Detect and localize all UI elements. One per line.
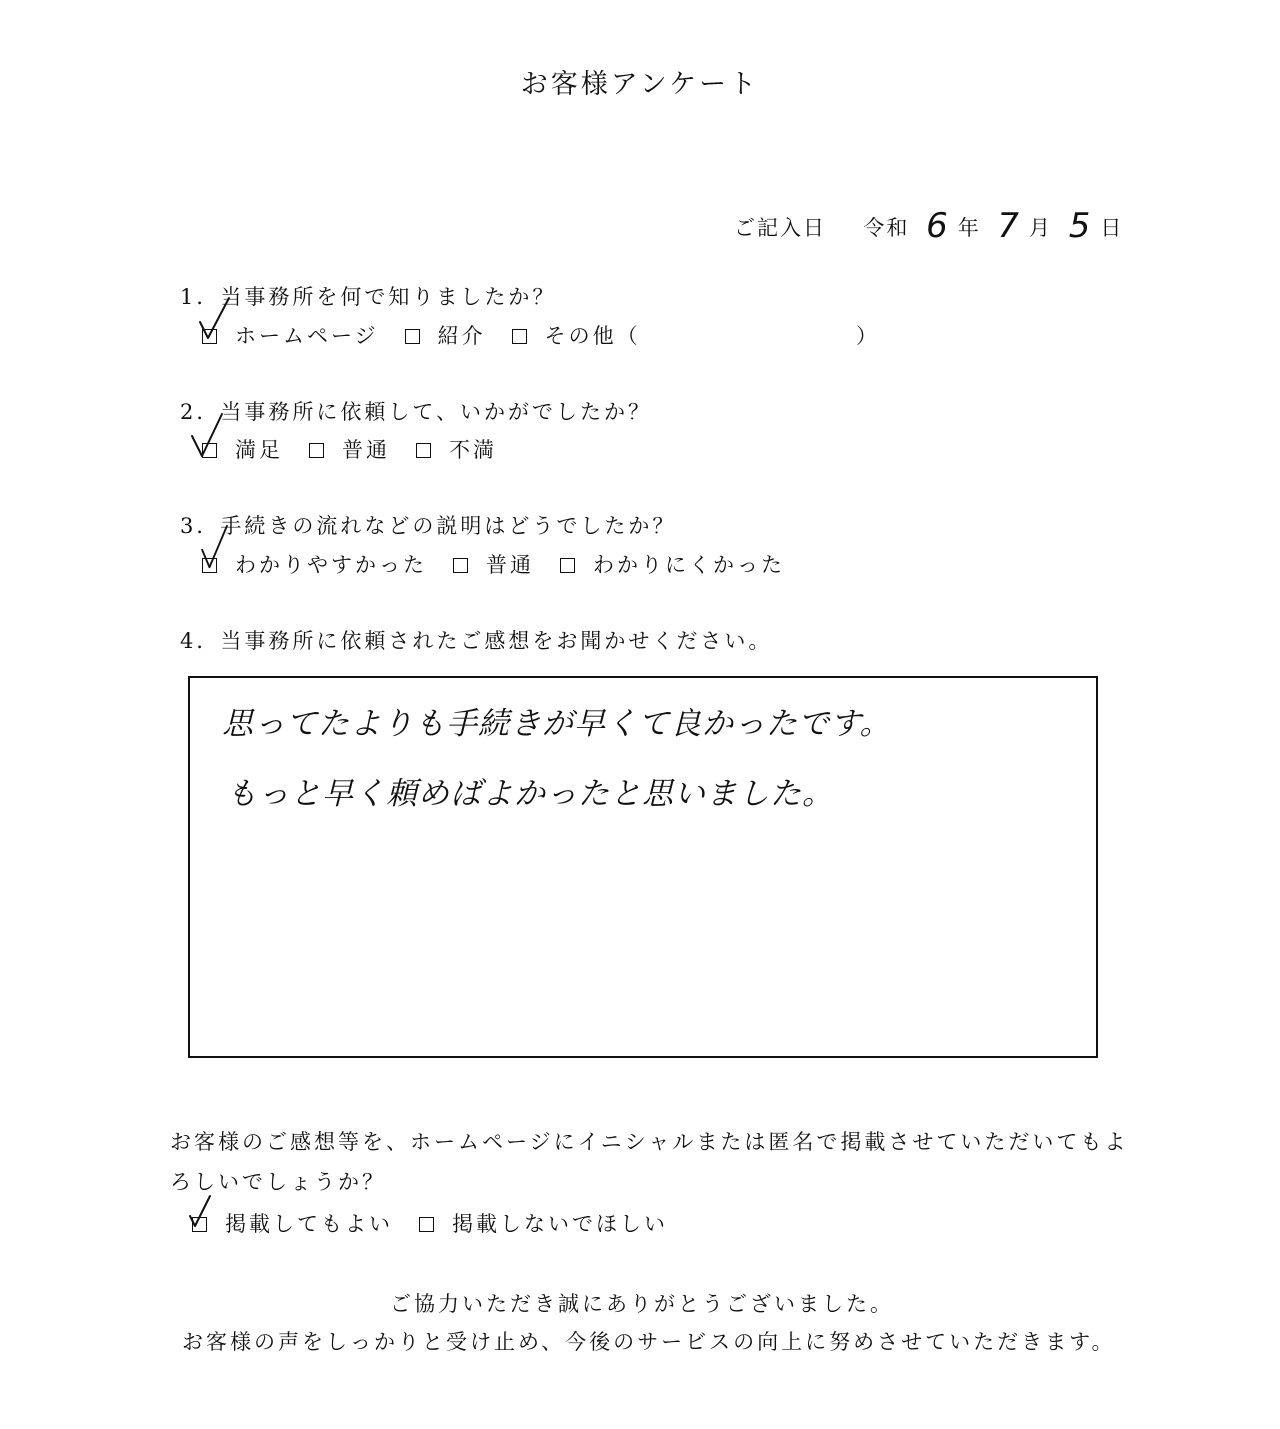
date-year: 6: [926, 206, 950, 246]
option-label: 普通: [486, 553, 534, 577]
checkmark-icon: [190, 412, 224, 458]
checkbox[interactable]: [405, 329, 420, 344]
thanks-line-2: お客様の声をしっかりと受け止め、今後のサービスの向上に努めさせていただきます。: [182, 1330, 1116, 1354]
date-line: [734, 204, 1123, 244]
date-era: 令和: [863, 216, 910, 240]
q3-option-clear[interactable]: [202, 549, 427, 579]
option-label: わかりやすかった: [235, 553, 427, 577]
option-label: 紹介: [437, 324, 486, 348]
page-title: お客様アンケート: [520, 69, 760, 100]
q1-close-paren: ）: [856, 324, 880, 348]
publish-question-line-1: お客様のご感想等を、ホームページにイニシャルまたは匿名で掲載させていただいてもよ: [170, 1130, 1129, 1154]
option-label: その他（: [544, 324, 641, 348]
checkbox[interactable]: [419, 1217, 434, 1232]
option-label: 普通: [342, 438, 390, 462]
date-month-unit: 月: [1029, 216, 1053, 240]
checkmark-icon: [198, 524, 232, 570]
option-label: 不満: [449, 438, 497, 462]
date-day-unit: 日: [1100, 216, 1124, 240]
question-4: 4．当事務所に依頼されたご感想をお聞かせください。: [180, 629, 773, 653]
q1-option-other[interactable]: [512, 320, 641, 350]
q3-option-unclear[interactable]: [560, 549, 785, 579]
option-label: ホームページ: [235, 324, 379, 348]
publish-option-ok[interactable]: [192, 1208, 393, 1238]
publish-question-line-2: ろしいでしょうか？: [170, 1170, 386, 1194]
question-3-options: [202, 549, 811, 579]
handwritten-answer-line-2: もっと早く頼めばよかったと思いました。: [226, 776, 834, 812]
q2-option-dissatisfied[interactable]: [416, 434, 497, 464]
question-1-options: [202, 320, 667, 350]
question-1: 1．当事務所を何で知りましたか？: [180, 285, 557, 309]
date-month: 7: [997, 206, 1022, 246]
checkbox[interactable]: [416, 443, 431, 458]
date-label: ご記入日: [734, 216, 826, 240]
checkbox[interactable]: [560, 558, 575, 573]
checkbox[interactable]: [453, 558, 468, 573]
checkmark-icon: [198, 296, 232, 342]
date-day: 5: [1068, 206, 1093, 246]
checkbox[interactable]: [309, 443, 324, 458]
question-2-options: [202, 434, 523, 464]
question-3: 3．手続きの流れなどの説明はどうでしたか？: [180, 514, 677, 538]
q1-option-referral[interactable]: [405, 320, 486, 350]
publish-options: [192, 1208, 694, 1238]
date-year-unit: 年: [957, 216, 981, 240]
publish-option-no[interactable]: [419, 1208, 668, 1238]
q2-option-normal[interactable]: [309, 434, 390, 464]
option-label: わかりにくかった: [593, 553, 785, 577]
q3-option-normal[interactable]: [453, 549, 534, 579]
checkmark-icon: [188, 1194, 214, 1230]
question-2: 2．当事務所に依頼して、いかがでしたか？: [180, 400, 652, 424]
option-label: 掲載しないでほしい: [452, 1212, 668, 1236]
checkbox[interactable]: [512, 329, 527, 344]
option-label: 満足: [235, 438, 283, 462]
handwritten-answer-line-1: 思ってたよりも手続きが早くて良かったです。: [222, 706, 892, 742]
option-label: 掲載してもよい: [225, 1212, 393, 1236]
thanks-line-1: ご協力いただき誠にありがとうございました。: [390, 1292, 894, 1316]
